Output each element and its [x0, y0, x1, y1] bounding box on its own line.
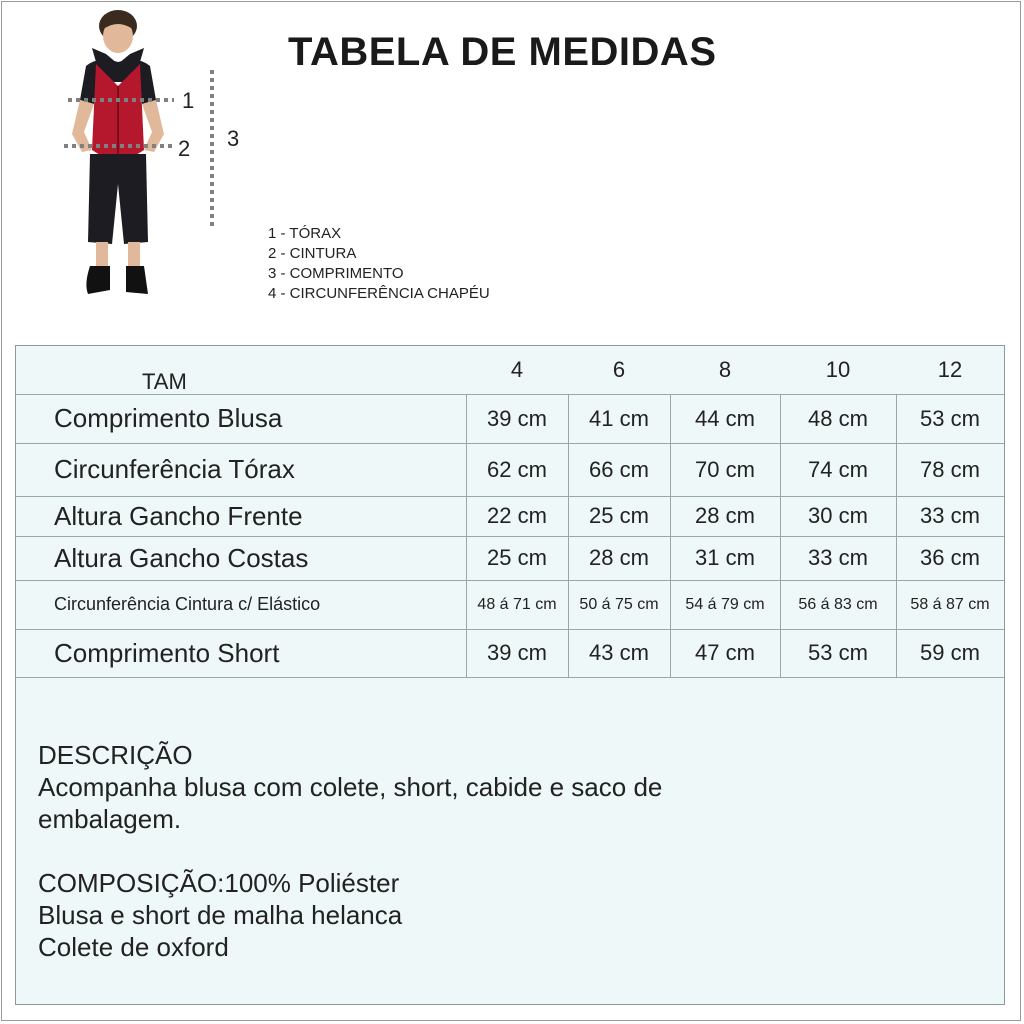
measurement-value: 59 cm — [920, 640, 980, 665]
child-costume-figure — [50, 4, 250, 300]
measurement-value: 28 cm — [695, 503, 755, 528]
size-header-cell: 8 — [718, 357, 732, 382]
measurement-label: Altura Gancho Frente — [54, 500, 303, 531]
measurement-legend — [268, 224, 490, 304]
measurement-label: Comprimento Short — [54, 637, 280, 668]
table-header-row — [16, 346, 1004, 395]
measurement-value: 39 cm — [487, 640, 547, 665]
measurement-value: 33 cm — [920, 503, 980, 528]
measurement-label: Altura Gancho Costas — [54, 542, 309, 573]
size-table — [15, 345, 1005, 1005]
measurement-value: 53 cm — [920, 405, 980, 431]
legend-item: 4 - CIRCUNFERÊNCIA CHAPÉU — [268, 285, 490, 302]
measurement-value: 39 cm — [487, 405, 547, 431]
measurement-value: 48 cm — [808, 405, 868, 431]
measurement-value: 54 á 79 cm — [685, 595, 765, 613]
marker-3-label: 3 — [227, 126, 240, 151]
measurement-value: 48 á 71 cm — [477, 595, 557, 613]
page-title: TABELA DE MEDIDAS — [288, 30, 717, 74]
measurement-value: 56 á 83 cm — [798, 595, 878, 613]
measurement-value: 66 cm — [589, 456, 649, 482]
description-text: embalagem. — [38, 804, 182, 834]
measurement-value: 33 cm — [808, 545, 868, 570]
marker-2-label: 2 — [178, 136, 191, 161]
table-row — [16, 443, 1004, 497]
measurement-label: Circunferência Tórax — [54, 454, 295, 484]
measurement-value: 74 cm — [808, 456, 868, 482]
measurement-value: 58 á 87 cm — [910, 595, 990, 613]
measurement-value: 78 cm — [920, 456, 980, 482]
measurement-value: 43 cm — [589, 640, 649, 665]
legend-item: 2 - CINTURA — [268, 245, 357, 262]
measurement-label: Comprimento Blusa — [54, 403, 283, 433]
table-row — [16, 580, 1004, 630]
measurement-value: 30 cm — [808, 503, 868, 528]
table-row — [16, 536, 1004, 581]
marker-1-label: 1 — [182, 88, 195, 113]
composition-heading: COMPOSIÇÃO:100% Poliéster — [38, 868, 400, 898]
size-header-cell: 6 — [612, 357, 626, 382]
measurement-value: 50 á 75 cm — [579, 595, 659, 613]
description-text: Acompanha blusa com colete, short, cabide e saco de — [38, 772, 663, 802]
measurement-value: 36 cm — [920, 545, 980, 570]
legend-item: 1 - TÓRAX — [268, 225, 342, 242]
size-header-cell: 4 — [510, 357, 524, 382]
measurement-value: 47 cm — [695, 640, 755, 665]
measurement-value: 31 cm — [695, 545, 755, 570]
measurement-value: 25 cm — [589, 503, 649, 528]
measurement-value: 70 cm — [695, 456, 755, 482]
size-header-label: TAM — [142, 369, 187, 394]
table-row — [16, 629, 1004, 678]
measurement-value: 22 cm — [487, 503, 547, 528]
size-header-cell: 12 — [937, 357, 963, 382]
composition-text: Colete de oxford — [38, 932, 229, 962]
table-row — [16, 394, 1004, 444]
measurement-value: 41 cm — [589, 405, 649, 431]
measurement-value: 53 cm — [808, 640, 868, 665]
measurement-label: Circunferência Cintura c/ Elástico — [54, 594, 321, 614]
composition-text: Blusa e short de malha helanca — [38, 900, 403, 930]
description-block — [38, 739, 938, 963]
measurement-value: 44 cm — [695, 405, 755, 431]
measurement-value: 62 cm — [487, 456, 547, 482]
legend-item: 3 - COMPRIMENTO — [268, 265, 404, 282]
table-row — [16, 496, 1004, 537]
size-header-cell: 10 — [825, 357, 851, 382]
costume-illustration — [50, 4, 250, 300]
measurement-value: 25 cm — [487, 545, 547, 570]
measurement-value: 28 cm — [589, 545, 649, 570]
description-heading: DESCRIÇÃO — [38, 740, 193, 770]
